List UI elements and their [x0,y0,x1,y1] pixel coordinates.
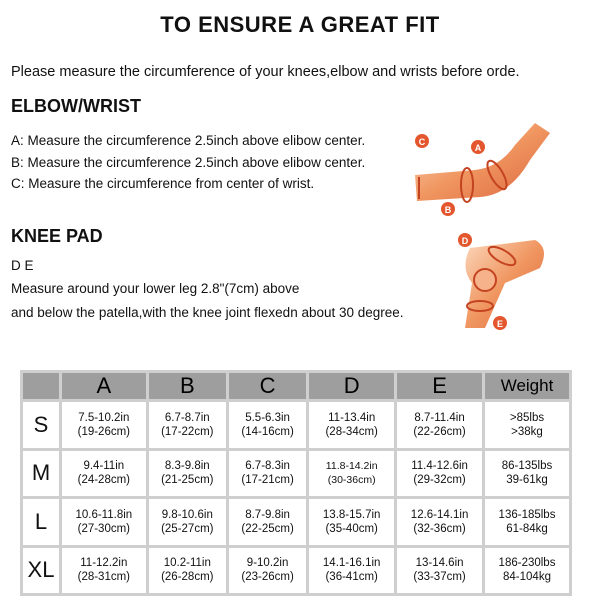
table-cell: 9.4-11in (24-28cm) [62,451,146,497]
table-cell: 10.2-11in (26-28cm) [149,548,226,594]
table-cell: 9-10.2in (23-26cm) [229,548,306,594]
table-cell: 7.5-10.2in (19-26cm) [62,402,146,448]
wrist-instruction-c: C: Measure the circumference from center of wrist. [11,176,315,191]
label-a: A [474,143,482,153]
elbow-instruction-b: B: Measure the circumference 2.5inch above elibow center. [11,155,366,170]
table-cell: 13.8-15.7in (35-40cm) [309,499,394,545]
table-cell: 14.1-16.1in (36-41cm) [309,548,394,594]
knee-sub-labels: D E [11,258,34,273]
size-label: XL [23,548,59,594]
table-row [23,451,569,497]
header-b: B [149,373,226,399]
size-label: L [23,499,59,545]
header-weight: Weight [485,373,569,399]
label-e: E [496,319,504,329]
header-a: A [62,373,146,399]
table-cell: 11.8-14.2in (30-36cm) [309,451,394,497]
table-cell-weight: >85lbs >38kg [485,402,569,448]
table-cell: 6.7-8.3in (17-21cm) [229,451,306,497]
table-cell: 10.6-11.8in (27-30cm) [62,499,146,545]
header-d: D [309,373,394,399]
header-e: E [397,373,482,399]
table-cell-weight: 186-230lbs 84-104kg [485,548,569,594]
table-row [23,548,569,594]
size-label: M [23,451,59,497]
table-cell: 11.4-12.6in (29-32cm) [397,451,482,497]
size-label: S [23,402,59,448]
table-row [23,402,569,448]
table-cell: 8.7-11.4in (22-26cm) [397,402,482,448]
intro-text: Please measure the circumference of your knees,elbow and wrists before orde. [11,64,520,80]
label-d: D [461,236,469,246]
table-cell-weight: 136-185lbs 61-84kg [485,499,569,545]
elbow-wrist-heading: ELBOW/WRIST [11,96,141,116]
table-cell: 9.8-10.6in (25-27cm) [149,499,226,545]
knee-instruction-2: and below the patella,with the knee joint flexedn about 30 degree. [11,305,404,320]
table-cell: 6.7-8.7in (17-22cm) [149,402,226,448]
table-cell: 11-12.2in (28-31cm) [62,548,146,594]
table-row [23,499,569,545]
knee-instruction-1: Measure around your lower leg 2.8"(7cm) above [11,281,300,296]
table-cell-weight: 86-135lbs 39-61kg [485,451,569,497]
label-b: B [444,205,452,215]
table-cell: 12.6-14.1in (32-36cm) [397,499,482,545]
table-cell: 8.3-9.8in (21-25cm) [149,451,226,497]
elbow-instruction-a: A: Measure the circumference 2.5inch above elibow center. [11,133,366,148]
knee-illustration [440,228,555,338]
table-cell: 8.7-9.8in (22-25cm) [229,499,306,545]
table-header-row [23,373,569,399]
size-chart-table [20,370,572,596]
table-cell: 5.5-6.3in (14-16cm) [229,402,306,448]
knee-pad-heading: KNEE PAD [11,226,103,246]
header-size [23,373,59,399]
header-c: C [229,373,306,399]
table-cell: 11-13.4in (28-34cm) [309,402,394,448]
table-cell: 13-14.6in (33-37cm) [397,548,482,594]
label-c: C [418,137,426,147]
page-title: TO ENSURE A GREAT FIT [160,12,440,37]
elbow-illustration [405,115,555,225]
